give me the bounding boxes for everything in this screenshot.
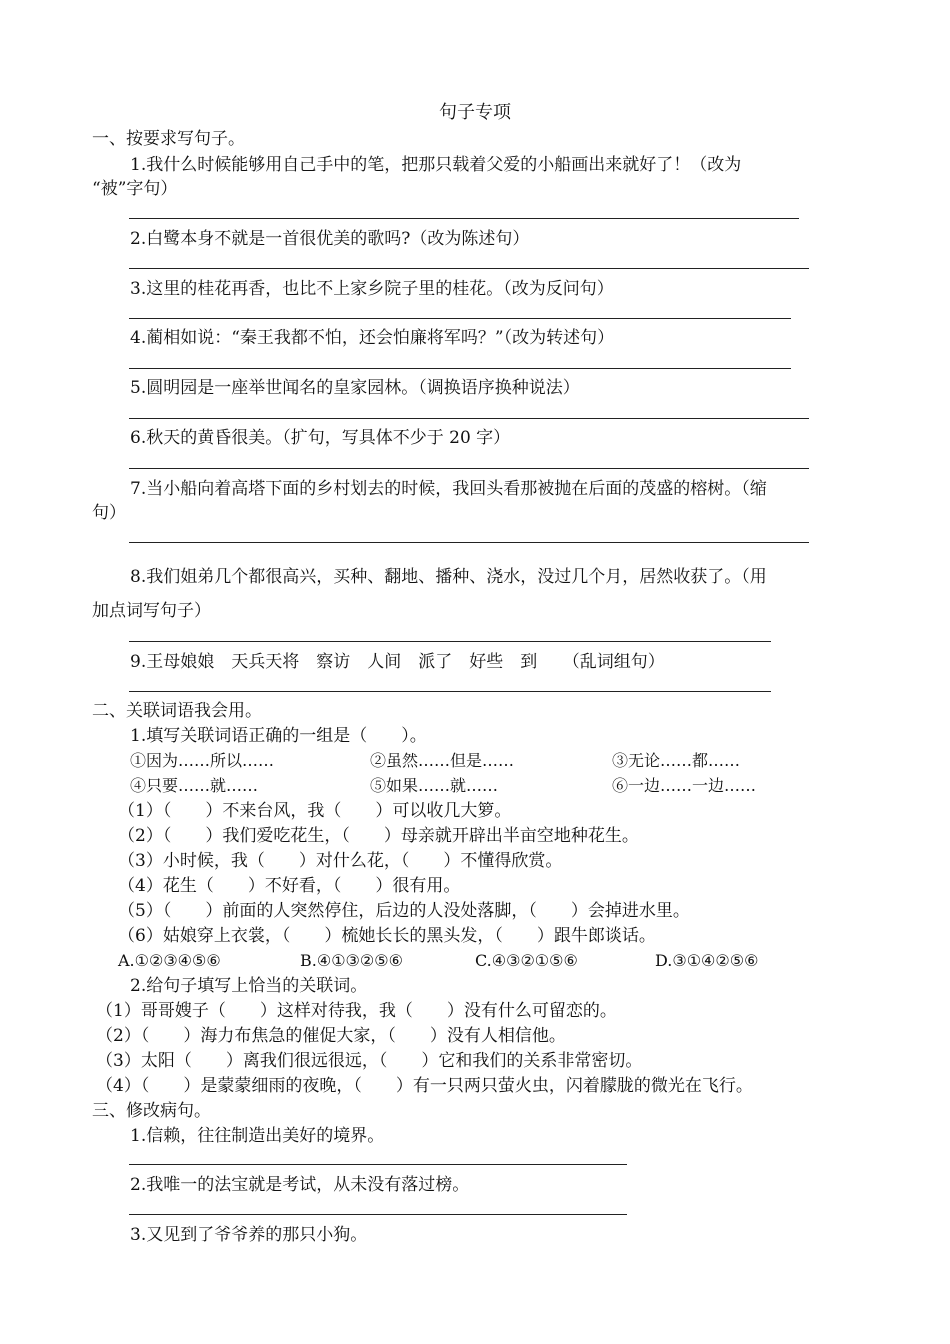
answer-line[interactable] xyxy=(129,268,809,269)
answer-choice-a: A.①②③④⑤⑥ xyxy=(118,951,221,970)
fill2-item-3: （3）太阳（ ）离我们很远很远，（ ）它和我们的关系非常密切。 xyxy=(96,1051,643,1071)
question-1-7: 7.当小船向着高塔下面的乡村划去的时候，我回头看那被抛在后面的茂盛的榕树。（缩 xyxy=(130,479,767,499)
question-1-9: 9.王母娘娘 天兵天将 察访 人间 派了 好些 到 （乱词组句） xyxy=(130,652,665,672)
question-1-1: 1.我什么时候能够用自己手中的笔，把那只载着父爱的小船画出来就好了！（改为 xyxy=(130,155,742,175)
answer-line[interactable] xyxy=(129,368,791,369)
answer-choice-d: D.③①④②⑤⑥ xyxy=(655,951,759,970)
answer-line[interactable] xyxy=(129,418,809,419)
option-1: ①因为……所以…… xyxy=(130,751,275,770)
question-1-4: 4.蔺相如说：“秦王我都不怕，还会怕廉将军吗？”（改为转述句） xyxy=(130,328,615,348)
question-1-6: 6.秋天的黄昏很美。（扩句，写具体不少于 20 字） xyxy=(130,428,511,448)
answer-line[interactable] xyxy=(129,1164,627,1165)
answer-choice-b: B.④①③②⑤⑥ xyxy=(300,951,403,970)
question-1-5: 5.圆明园是一座举世闻名的皇家园林。（调换语序换种说法） xyxy=(130,378,580,398)
option-4: ④只要……就…… xyxy=(130,776,259,795)
section-heading-3: 三、修改病句。 xyxy=(92,1101,211,1121)
question-2-1: 1.填写关联词语正确的一组是（ ）。 xyxy=(130,726,427,746)
answer-line[interactable] xyxy=(129,542,809,543)
fill-item-4: （4）花生（ ）不好看，（ ）很有用。 xyxy=(118,876,461,896)
fill2-item-1: （1）哥哥嫂子（ ）这样对待我，我（ ）没有什么可留恋的。 xyxy=(96,1001,617,1021)
answer-line[interactable] xyxy=(129,641,771,642)
fill-item-3: （3）小时候，我（ ）对什么花，（ ）不懂得欣赏。 xyxy=(118,851,563,871)
question-2-2: 2.给句子填写上恰当的关联词。 xyxy=(130,976,368,996)
question-3-1: 1.信赖，往往制造出美好的境界。 xyxy=(130,1126,385,1146)
page-title: 句子专项 xyxy=(439,102,511,123)
question-1-1-cont: “被”字句） xyxy=(92,179,178,199)
answer-line[interactable] xyxy=(129,218,799,219)
question-3-3: 3.又见到了爷爷养的那只小狗。 xyxy=(130,1225,368,1245)
question-1-8-cont: 加点词写句子） xyxy=(92,601,211,621)
answer-line[interactable] xyxy=(129,468,809,469)
fill-item-2: （2）（ ）我们爱吃花生，（ ）母亲就开辟出半亩空地种花生。 xyxy=(118,826,639,846)
fill-item-6: （6）姑娘穿上衣裳，（ ）梳她长长的黑头发，（ ）跟牛郎谈话。 xyxy=(118,926,656,946)
option-5: ⑤如果……就…… xyxy=(370,776,499,795)
fill-item-1: （1）（ ）不来台风，我（ ）可以收几大箩。 xyxy=(118,801,512,821)
section-heading-2: 二、关联词语我会用。 xyxy=(92,701,262,721)
option-2: ②虽然……但是…… xyxy=(370,751,515,770)
option-6: ⑥一边……一边…… xyxy=(612,776,757,795)
answer-line[interactable] xyxy=(129,691,771,692)
question-1-7-cont: 句） xyxy=(92,503,126,523)
fill2-item-4: （4）（ ）是蒙蒙细雨的夜晚，（ ）有一只两只萤火虫，闪着朦胧的微光在飞行。 xyxy=(96,1076,753,1096)
section-heading-1: 一、按要求写句子。 xyxy=(92,129,245,149)
fill2-item-2: （2）（ ）海力布焦急的催促大家，（ ）没有人相信他。 xyxy=(96,1026,566,1046)
answer-line[interactable] xyxy=(129,318,791,319)
answer-line[interactable] xyxy=(129,1214,627,1215)
answer-choice-c: C.④③②①⑤⑥ xyxy=(475,951,578,970)
question-1-3: 3.这里的桂花再香，也比不上家乡院子里的桂花。（改为反问句） xyxy=(130,279,614,299)
fill-item-5: （5）（ ）前面的人突然停住，后边的人没处落脚，（ ）会掉进水里。 xyxy=(118,901,690,921)
question-1-8: 8.我们姐弟几个都很高兴，买种、翻地、播种、浇水，没过几个月，居然收获了。（用 xyxy=(130,567,767,587)
option-3: ③无论……都…… xyxy=(612,751,741,770)
question-3-2: 2.我唯一的法宝就是考试，从未没有落过榜。 xyxy=(130,1175,470,1195)
question-1-2: 2.白鹭本身不就是一首很优美的歌吗?（改为陈述句） xyxy=(130,229,530,249)
